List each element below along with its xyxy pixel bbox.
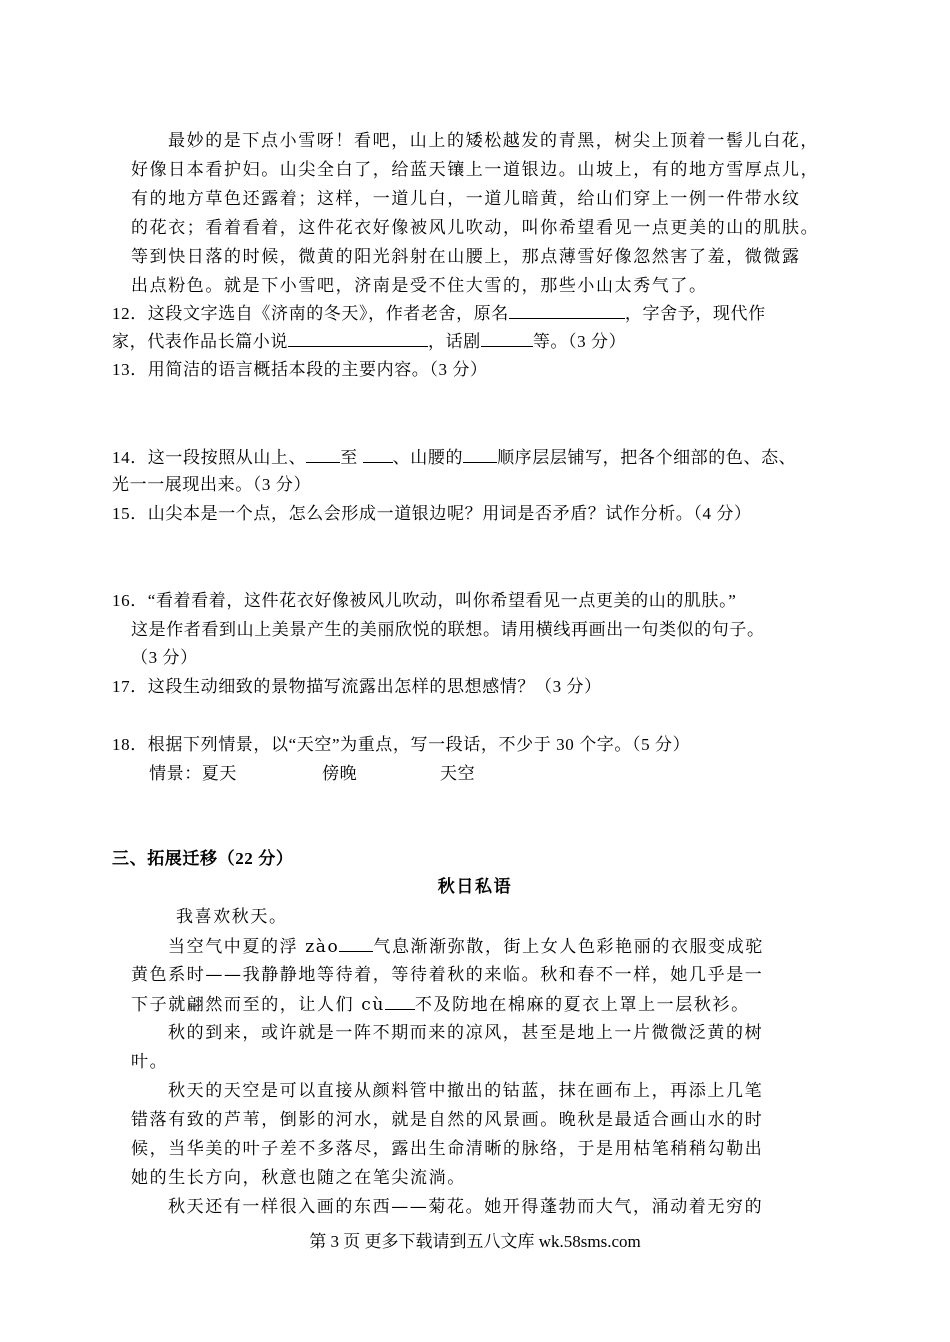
q12-text-d: ，话剧 bbox=[428, 332, 481, 351]
q14-blank-3[interactable] bbox=[463, 444, 497, 463]
q18-scene-sky: 天空 bbox=[440, 764, 476, 783]
question-15: 15．山尖本是一个点，怎么会形成一道银边呢？用词是否矛盾？试作分析。（4 分） bbox=[112, 504, 752, 523]
q14-text-d: 顺序层层铺写，把各个细部的色、态、 bbox=[497, 448, 797, 467]
pinyin-blank-2[interactable] bbox=[385, 991, 415, 1010]
question-12-line-1 bbox=[112, 300, 766, 327]
passage2-line-7: 秋天的天空是可以直接从颜料管中撤出的钴蓝，抹在画布上，再添上几笔 bbox=[168, 1081, 764, 1101]
passage2-line-9: 候，当华美的叶子差不多落尽，露出生命清晰的脉络，于是用枯笔稍稍勾勒出 bbox=[131, 1139, 764, 1159]
q18-scene-label: 情景：夏天 bbox=[149, 764, 237, 783]
question-16-line-3: （3 分） bbox=[131, 648, 198, 667]
question-16-line-2: 这是作者看到山上美景产生的美丽欣悦的联想。请用横线再画出一句类似的句子。 bbox=[131, 620, 765, 639]
page-footer: 第 3 页 更多下载请到五八文库 wk.58sms.com bbox=[309, 1232, 641, 1251]
passage1-line-2: 好像日本看护妇。山尖全白了，给蓝天镶上一道银边。山坡上，有的地方雪厚点儿， bbox=[131, 160, 820, 180]
p2-text-e: 不及防地在棉麻的夏衣上罩上一层秋衫。 bbox=[414, 995, 750, 1015]
q14-text-b: 至 bbox=[340, 448, 358, 467]
question-12-line-2 bbox=[112, 328, 626, 355]
q14-blank-2[interactable] bbox=[363, 444, 393, 463]
passage2-line-11: 秋天还有一样很入画的东西——菊花。她开得蓬勃而大气，涌动着无穷的 bbox=[168, 1197, 764, 1217]
passage2-line-2 bbox=[168, 933, 764, 960]
pinyin-blank-1[interactable] bbox=[339, 933, 373, 952]
question-16-line-1: 16．“看着看着，这件花衣好像被风儿吹动，叫你希望看见一点更美的山的肌肤。” bbox=[112, 591, 737, 610]
q12-text-b: ，字舍予，现代作 bbox=[624, 304, 766, 323]
question-14-line-2: 光一一展现出来。（3 分） bbox=[112, 475, 312, 494]
passage2-line-4 bbox=[131, 991, 750, 1018]
passage2-line-5: 秋的到来，或许就是一阵不期而来的凉风，甚至是地上一片微微泛黄的树 bbox=[168, 1023, 764, 1043]
question-17: 17．这段生动细致的景物描写流露出怎样的思想感情？（3 分） bbox=[112, 677, 602, 696]
q12-text-c: 家，代表作品长篇小说 bbox=[112, 332, 288, 351]
q12-blank-1[interactable] bbox=[509, 300, 625, 319]
q12-text-e: 等。（3 分） bbox=[532, 332, 627, 351]
question-13: 13．用简洁的语言概括本段的主要内容。（3 分） bbox=[112, 360, 488, 379]
question-14-line-1 bbox=[112, 444, 796, 471]
p2-text-a: 当空气中夏的浮 zào bbox=[168, 937, 340, 957]
q12-blank-2[interactable] bbox=[288, 328, 428, 347]
q14-text-a: 14．这一段按照从山上、 bbox=[112, 448, 307, 467]
q12-blank-3[interactable] bbox=[481, 328, 533, 347]
article-title: 秋日私语 bbox=[437, 877, 513, 897]
passage1-line-6: 出点粉色。就是下小雪吧，济南是受不住大雪的，那些小山太秀气了。 bbox=[131, 276, 708, 296]
p2-text-d: 下子就翩然而至的，让人们 cù bbox=[131, 995, 385, 1015]
passage2-line-3: 黄色系时——我静静地等待着，等待着秋的来临。秋和春不一样，她几乎是一 bbox=[131, 965, 764, 985]
passage2-line-10: 她的生长方向，秋意也随之在笔尖流淌。 bbox=[131, 1168, 466, 1188]
passage2-line-8: 错落有致的芦苇，倒影的河水，就是自然的风景画。晚秋是最适合画山水的时 bbox=[131, 1110, 764, 1130]
q14-text-c: 、山腰的 bbox=[392, 448, 464, 467]
passage2-p1: 我喜欢秋天。 bbox=[176, 907, 288, 927]
p2-text-b: 气息渐渐弥散，街上女人色彩艳丽的衣服变成驼 bbox=[373, 937, 764, 957]
passage1-line-3: 有的地方草色还露着；这样，一道儿白，一道儿暗黄，给山们穿上一例一件带水纹 bbox=[131, 189, 801, 209]
passage1-line-5: 等到快日落的时候，微黄的阳光斜射在山腰上，那点薄雪好像忽然害了羞，微微露 bbox=[131, 247, 801, 267]
q18-scene-evening: 傍晚 bbox=[322, 764, 358, 783]
passage1-line-1: 最妙的是下点小雪呀！看吧，山上的矮松越发的青黑，树尖上顶着一髻儿白花， bbox=[168, 131, 819, 151]
q14-blank-1[interactable] bbox=[306, 444, 340, 463]
passage1-line-4: 的花衣；看着看着，这件花衣好像被风儿吹动，叫你希望看见一点更美的山的肌肤。 bbox=[131, 218, 820, 238]
question-18: 18．根据下列情景，以“天空”为重点，写一段话，不少于 30 个字。（5 分） bbox=[112, 735, 691, 754]
passage2-line-6: 叶。 bbox=[131, 1052, 169, 1072]
q12-text-a: 12．这段文字选自《济南的冬天》，作者老舍，原名 bbox=[112, 304, 509, 323]
section-3-heading: 三、拓展迁移（22 分） bbox=[112, 849, 294, 868]
